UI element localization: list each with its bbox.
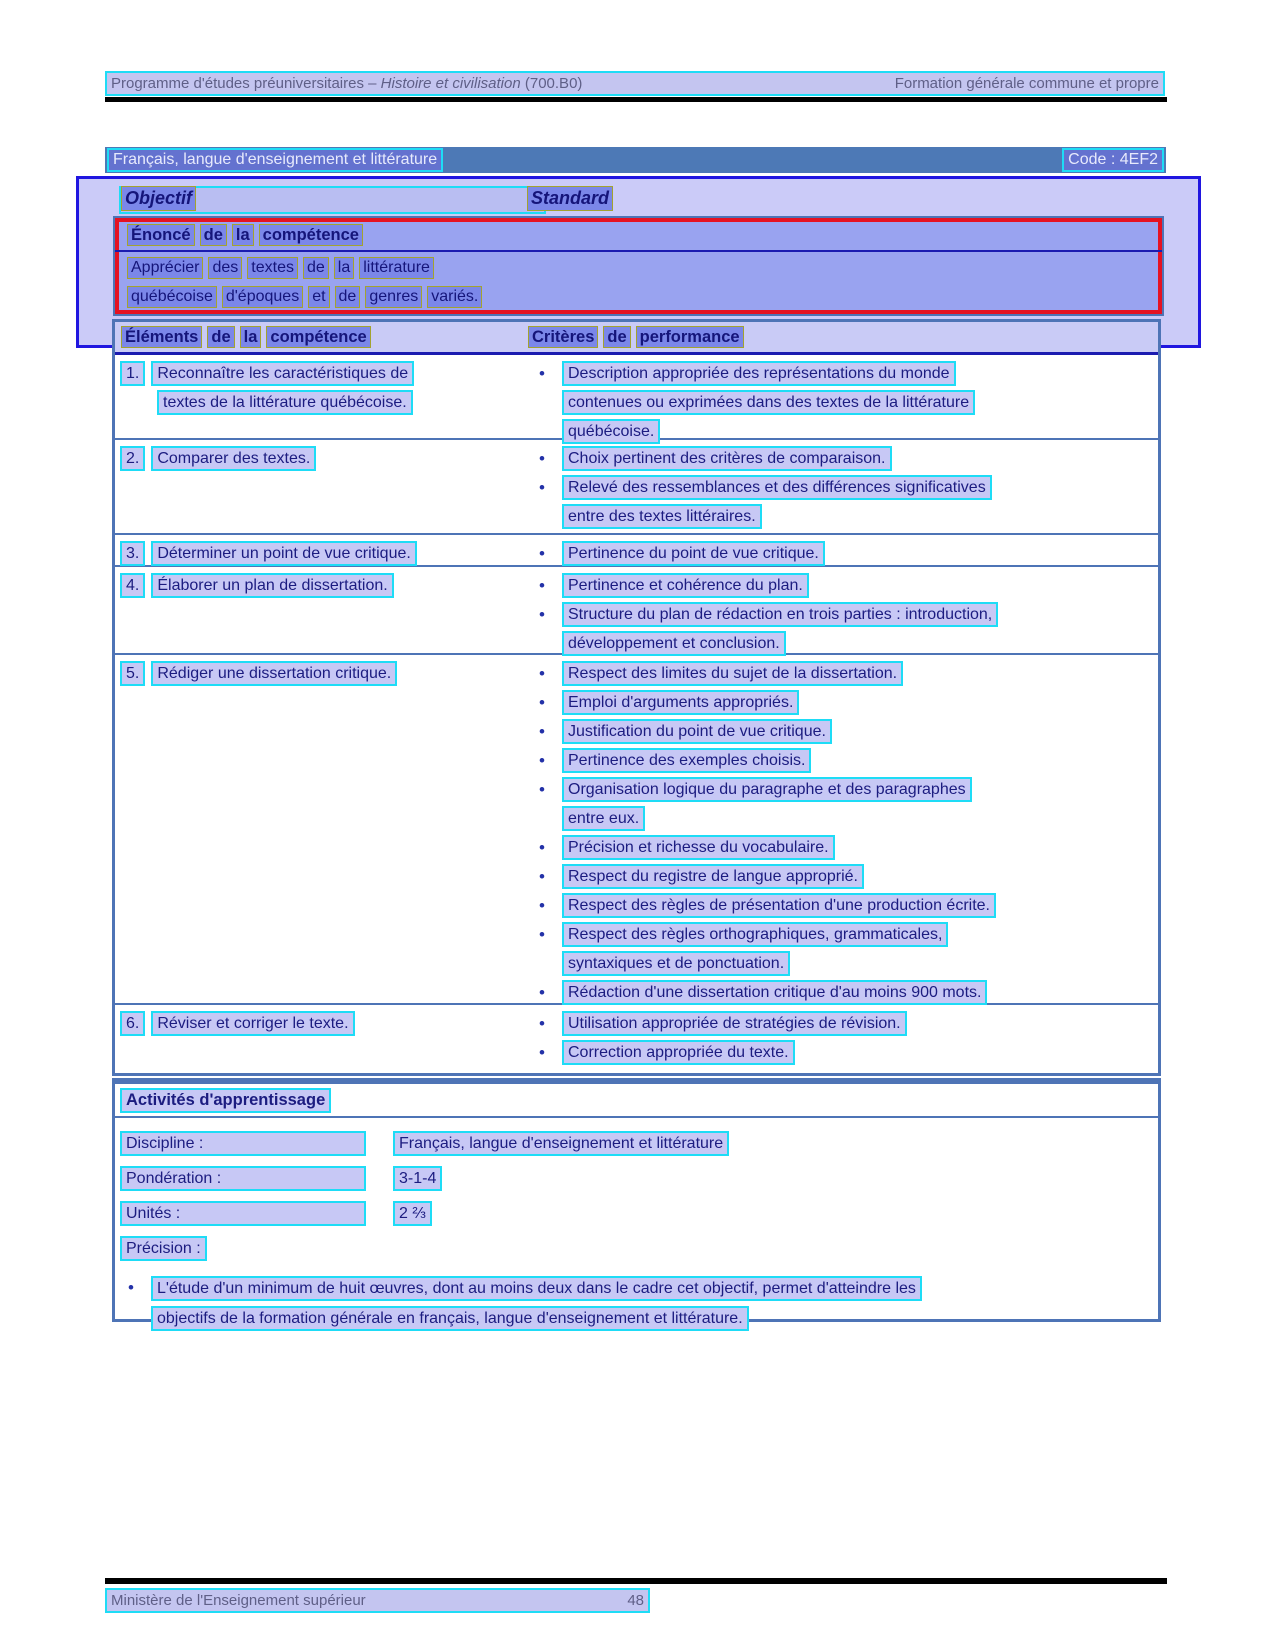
criterion	[528, 473, 1158, 531]
table-row	[115, 533, 1158, 565]
element-number: 5.	[120, 661, 145, 686]
criterion	[528, 688, 1158, 717]
bullet-icon: •	[539, 693, 545, 712]
criterion	[528, 659, 1158, 688]
field-row	[120, 1161, 1158, 1196]
criterion-text: Choix pertinent des critères de comparaison.	[562, 446, 892, 471]
criterion	[528, 920, 1158, 978]
element-text: Élaborer un plan de dissertation.	[151, 573, 393, 598]
enonce-line: québécoise d'époques et de genres variés.	[127, 286, 1150, 315]
page-header-left-suffix: (700.B0)	[520, 75, 583, 92]
criterion-text: Respect des règles de présentation d'une production écrite.	[562, 893, 996, 918]
element-cell	[115, 444, 528, 533]
criterion-text: Respect des limites du sujet de la dissertation.	[562, 661, 903, 686]
criterion-text: contenues ou exprimées dans des textes de la littérature	[562, 390, 975, 415]
element-cell	[115, 359, 528, 438]
element-text: textes de la littérature québécoise.	[157, 390, 413, 415]
criterion-text: Description appropriée des représentations du monde	[562, 361, 956, 386]
enonce-header: Énoncé de la compétence	[127, 224, 1150, 249]
enonce-divider	[115, 250, 1162, 252]
page-number: 48	[627, 1592, 644, 1609]
precision-text: L'étude d'un minimum de huit œuvres, dont au moins deux dans le cadre cet objectif, permet d'atteindre les	[151, 1276, 922, 1301]
criteria-cell	[528, 571, 1158, 653]
element-cell	[115, 539, 528, 565]
bullet-icon: •	[539, 925, 545, 944]
activites-body	[115, 1118, 1158, 1333]
criterion	[528, 833, 1158, 862]
bullet-icon: •	[539, 896, 545, 915]
ponderation-value: 3-1-4	[393, 1166, 442, 1191]
element-number: 1.	[120, 361, 145, 386]
element-cell	[115, 1009, 528, 1073]
table-row	[115, 565, 1158, 653]
activites-section	[112, 1078, 1161, 1327]
criterion	[528, 978, 1158, 1007]
field-row	[120, 1196, 1158, 1231]
criterion	[528, 746, 1158, 775]
enonce-content	[115, 218, 1162, 315]
course-title-bar	[105, 147, 1166, 173]
footer-highlight	[105, 1588, 650, 1613]
bullet-icon: •	[539, 751, 545, 770]
precision-label: Précision :	[120, 1236, 207, 1261]
page-header-right: Formation générale commune et propre	[894, 75, 1159, 92]
page-footer	[105, 1588, 650, 1613]
bullet-icon: •	[539, 478, 545, 497]
element-number: 6.	[120, 1011, 145, 1036]
criterion-text: Pertinence des exemples choisis.	[562, 748, 811, 773]
course-title: Français, langue d'enseignement et littérature	[107, 148, 443, 172]
criteria-cell	[528, 539, 1158, 565]
criterion	[528, 571, 1158, 600]
bullet-icon: •	[539, 449, 545, 468]
criterion-text: Pertinence du point de vue critique.	[562, 541, 825, 566]
bullet-icon: •	[539, 364, 545, 383]
bullet-icon: •	[539, 1014, 545, 1033]
criteria-cell	[528, 659, 1158, 1003]
bullet-icon: •	[539, 544, 545, 563]
criterion	[528, 444, 1158, 473]
criterion	[528, 539, 1158, 568]
criterion-text: Pertinence et cohérence du plan.	[562, 573, 809, 598]
bullet-icon: •	[539, 605, 545, 624]
criterion	[528, 717, 1158, 746]
bullet-icon: •	[539, 1043, 545, 1062]
page-header-highlight	[105, 71, 1165, 96]
criterion-text: Précision et richesse du vocabulaire.	[562, 835, 835, 860]
bullet-icon: •	[539, 780, 545, 799]
objectif-heading: Objectif	[121, 186, 201, 211]
table-row	[115, 355, 1158, 438]
table-row	[115, 653, 1158, 1003]
bullet-icon: •	[128, 1278, 134, 1297]
criterion	[528, 1009, 1158, 1038]
table-row	[115, 438, 1158, 533]
element-cell	[115, 571, 528, 653]
criterion-text: Respect des règles orthographiques, grammaticales,	[562, 922, 948, 947]
bullet-icon: •	[539, 722, 545, 741]
bullet-icon: •	[539, 576, 545, 595]
criterion	[528, 775, 1158, 833]
criteres-header: Critères de performance	[528, 326, 749, 348]
footer-rule	[105, 1578, 1167, 1584]
criterion-text: Relevé des ressemblances et des différences significatives	[562, 475, 992, 500]
criterion-text: Structure du plan de rédaction en trois parties : introduction,	[562, 602, 998, 627]
page-header	[105, 71, 1165, 96]
discipline-label: Discipline :	[120, 1131, 366, 1156]
criterion-text: Rédaction d'une dissertation critique d'au moins 900 mots.	[562, 980, 987, 1005]
enonce-box	[113, 216, 1164, 316]
unites-label: Unités :	[120, 1201, 366, 1226]
table-row	[115, 1003, 1158, 1073]
criteria-cell	[528, 444, 1158, 533]
unites-value: 2 ⅔	[393, 1201, 432, 1226]
element-number: 3.	[120, 541, 145, 566]
criterion-text: Respect du registre de langue approprié.	[562, 864, 864, 889]
ponderation-label: Pondération :	[120, 1166, 366, 1191]
criteria-cell	[528, 1009, 1158, 1073]
criterion-text: Justification du point de vue critique.	[562, 719, 832, 744]
element-number: 2.	[120, 446, 145, 471]
header-rule	[105, 97, 1167, 102]
element-text: Reconnaître les caractéristiques de	[151, 361, 414, 386]
field-row	[120, 1231, 1158, 1266]
footer-text: Ministère de l'Enseignement supérieur	[111, 1592, 366, 1609]
activites-header: Activités d'apprentissage	[120, 1088, 331, 1113]
activites-header-row	[115, 1084, 1158, 1118]
element-text: Rédiger une dissertation critique.	[151, 661, 397, 686]
standard-heading: Standard	[527, 186, 618, 211]
criterion	[528, 891, 1158, 920]
page-header-left-italic: Histoire et civilisation	[380, 75, 521, 92]
element-cell	[115, 659, 528, 1003]
criterion-text: entre eux.	[562, 806, 645, 831]
precision-text: objectifs de la formation générale en français, langue d'enseignement et littérature.	[151, 1306, 749, 1331]
criterion-text: québécoise.	[562, 419, 660, 444]
bullet-icon: •	[539, 664, 545, 683]
criterion-text: Organisation logique du paragraphe et des paragraphes	[562, 777, 972, 802]
criterion-text: Correction appropriée du texte.	[562, 1040, 795, 1065]
criterion-text: Utilisation appropriée de stratégies de révision.	[562, 1011, 907, 1036]
table-header-row	[115, 322, 1158, 355]
precision-note	[120, 1273, 1158, 1333]
criterion-text: entre des textes littéraires.	[562, 504, 762, 529]
criterion-text: développement et conclusion.	[562, 631, 786, 656]
page-header-left	[111, 73, 582, 94]
enonce-line: Apprécier des textes de la littérature	[127, 257, 1150, 286]
criterion	[528, 600, 1158, 658]
criterion	[528, 862, 1158, 891]
competence-table	[112, 319, 1161, 1076]
element-number: 4.	[120, 573, 145, 598]
element-text: Comparer des textes.	[151, 446, 316, 471]
criterion	[528, 359, 1158, 446]
criterion-text: syntaxiques et de ponctuation.	[562, 951, 790, 976]
discipline-value: Français, langue d'enseignement et littérature	[393, 1131, 729, 1156]
element-text: Déterminer un point de vue critique.	[151, 541, 416, 566]
criteria-cell	[528, 359, 1158, 438]
criterion	[528, 1038, 1158, 1067]
element-text: Réviser et corriger le texte.	[151, 1011, 354, 1036]
bullet-icon: •	[539, 838, 545, 857]
bullet-icon: •	[539, 867, 545, 886]
bullet-icon: •	[539, 983, 545, 1002]
page-header-left-prefix: Programme d'études préuniversitaires –	[111, 75, 381, 92]
field-row	[120, 1126, 1158, 1161]
criterion-text: Emploi d'arguments appropriés.	[562, 690, 799, 715]
elements-header: Éléments de la compétence	[121, 326, 528, 348]
course-code: Code : 4EF2	[1062, 148, 1164, 172]
